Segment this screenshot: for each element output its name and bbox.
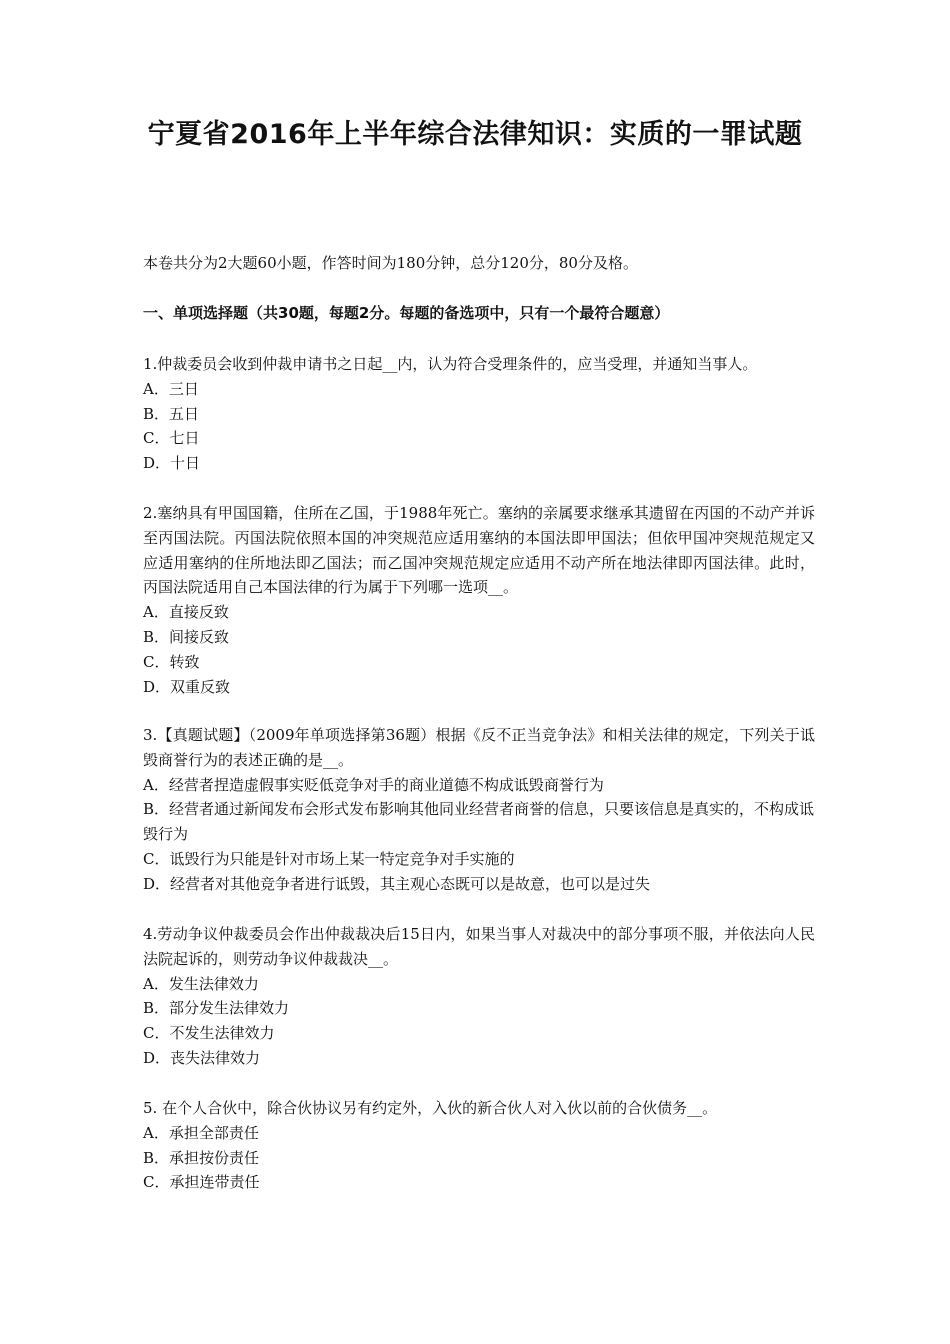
option-c: C．不发生法律效力 — [143, 1024, 275, 1043]
option-c: C．转致 — [143, 652, 200, 671]
section-heading: 一、单项选择题（共30题，每题2分。每题的备选项中，只有一个最符合题意） — [143, 304, 670, 322]
question-2 — [143, 501, 815, 699]
question-3 — [143, 723, 815, 897]
option-b: B．五日 — [143, 404, 200, 423]
question-5 — [143, 1096, 815, 1195]
option-a: A．经营者捏造虚假事实贬低竞争对手的商业道德不构成诋毁商誉行为 — [143, 775, 604, 794]
question-stem: 2.塞纳具有甲国国籍，住所在乙国，于1988年死亡。塞纳的亲属要求继承其遗留在丙国的不动产并诉至丙国法院。丙国法院依照本国的冲突规范应适用塞纳的本国法即甲国法；但依甲国冲突规范规定又应适用塞纳的住所地法即乙国法；而乙国冲突规范规定应适用不动产所在地法律即丙国法律。此时，丙国法院适用自己本国法律的行为属于下列哪一选项__。 — [143, 504, 815, 597]
option-b: B．承担按份责任 — [143, 1148, 260, 1167]
question-stem: 5. 在个人合伙中，除合伙协议另有约定外，入伙的新合伙人对入伙以前的合伙债务__。 — [143, 1099, 718, 1117]
option-c: C．承担连带责任 — [143, 1173, 260, 1192]
option-c: C．诋毁行为只能是针对市场上某一特定竞争对手实施的 — [143, 849, 515, 868]
exam-intro: 本卷共分为2大题60小题，作答时间为180分钟，总分120分，80分及格。 — [143, 254, 638, 272]
option-b: B．部分发生法律效力 — [143, 999, 290, 1018]
option-a: A．直接反致 — [143, 603, 229, 622]
document-title: 宁夏省2016年上半年综合法律知识：实质的一罪试题 — [147, 119, 803, 150]
option-d: D．丧失法律效力 — [143, 1048, 261, 1067]
question-stem: 3.【真题试题】（2009年单项选择第36题）根据《反不正当竞争法》和相关法律的规定，下列关于诋毁商誉行为的表述正确的是__。 — [143, 726, 815, 769]
option-d: D．经营者对其他竞争者进行诋毁，其主观心态既可以是故意，也可以是过失 — [143, 874, 651, 893]
option-d: D．双重反致 — [143, 677, 231, 696]
option-d: D．十日 — [143, 454, 201, 473]
option-b: B．间接反致 — [143, 627, 230, 646]
question-1 — [143, 352, 815, 476]
question-4 — [143, 922, 815, 1071]
option-b: B．经营者通过新闻发布会形式发布影响其他同业经营者商誉的信息，只要该信息是真实的，不构成诋毁行为 — [143, 800, 815, 844]
question-stem: 4.劳动争议仲裁委员会作出仲裁裁决后15日内，如果当事人对裁决中的部分事项不服，并依法向人民法院起诉的，则劳动争议仲裁裁决__。 — [143, 925, 815, 968]
option-c: C．七日 — [143, 429, 200, 448]
option-a: A．三日 — [143, 379, 199, 398]
question-stem: 1.仲裁委员会收到仲裁申请书之日起__内，认为符合受理条件的，应当受理，并通知当事人。 — [143, 355, 758, 373]
option-a: A．发生法律效力 — [143, 974, 259, 993]
option-a: A．承担全部责任 — [143, 1123, 259, 1142]
